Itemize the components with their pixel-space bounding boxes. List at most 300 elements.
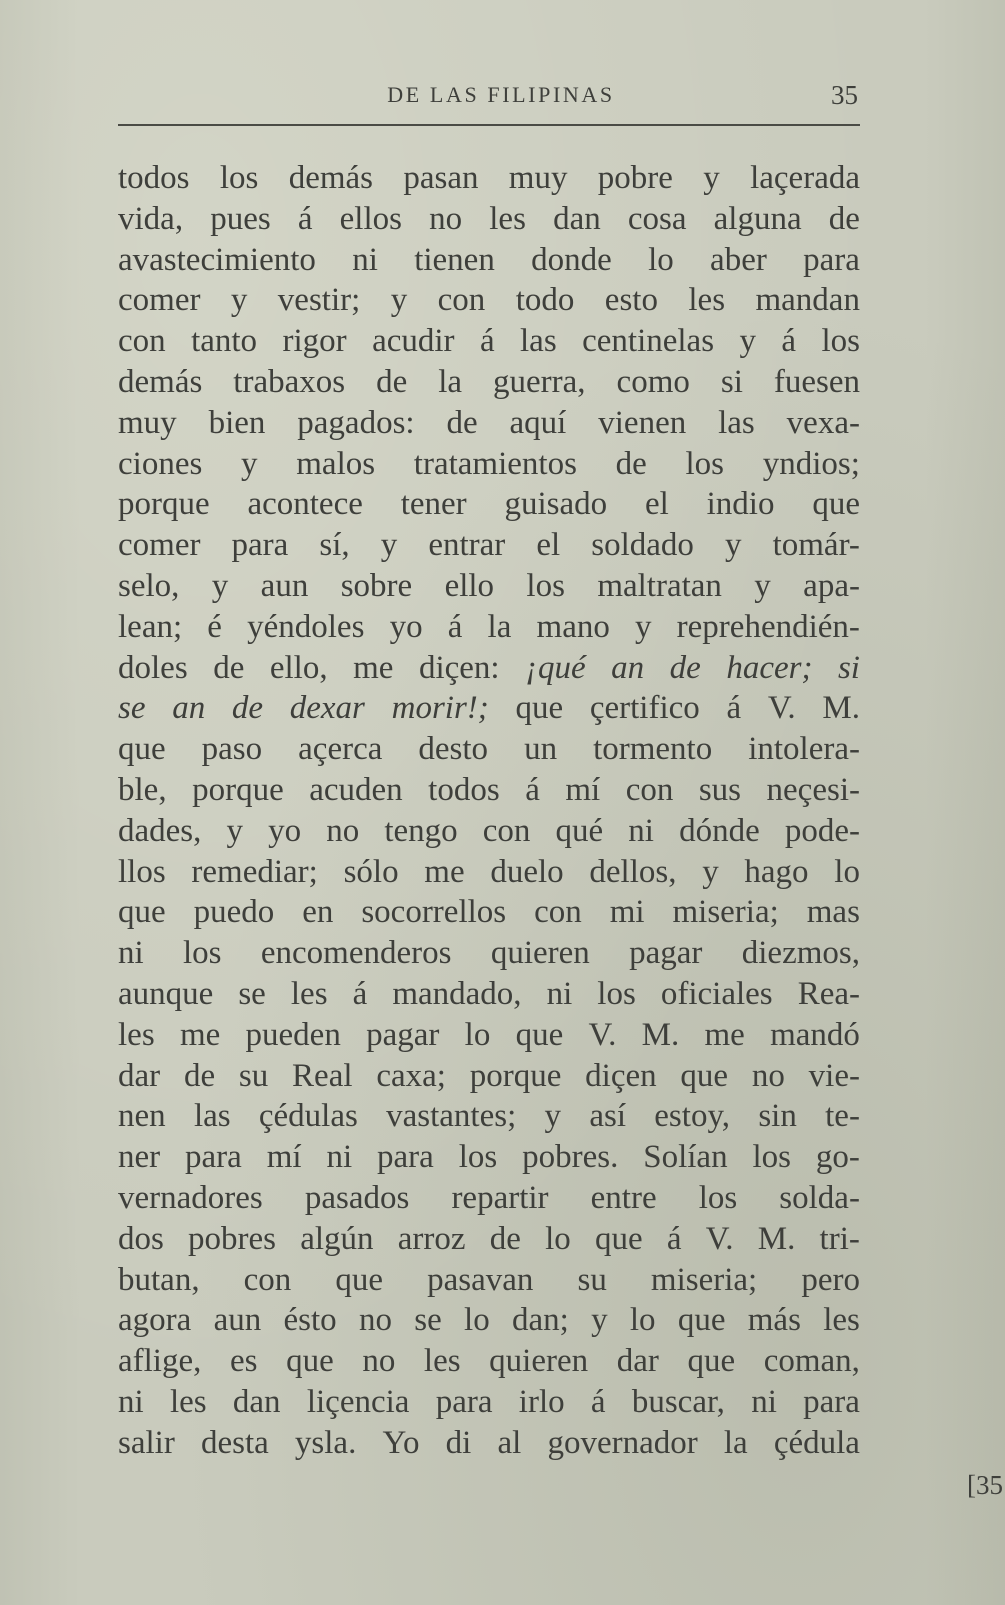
word: con	[534, 894, 582, 931]
word: hago	[744, 853, 809, 890]
word: así	[589, 1098, 626, 1135]
word: M.	[641, 1016, 680, 1053]
word: Rea-	[797, 975, 860, 1012]
word: oficiales	[660, 975, 773, 1012]
word: á	[447, 608, 463, 645]
word: de	[376, 363, 408, 400]
word: ésto	[283, 1302, 337, 1339]
word: todo	[515, 282, 575, 319]
signature-mark: [35	[967, 1470, 1003, 1500]
text-line	[118, 974, 860, 1015]
word: mano	[536, 608, 610, 645]
word: á	[297, 200, 313, 237]
word: V.	[588, 1016, 617, 1053]
word: tomár-	[772, 527, 860, 564]
word: para	[803, 241, 860, 278]
word: vie-	[808, 1057, 860, 1094]
word: porque	[469, 1057, 562, 1094]
word: coman,	[763, 1343, 860, 1380]
word: çédula	[773, 1424, 860, 1461]
word: mandan	[755, 282, 860, 319]
word: pobres.	[522, 1139, 619, 1176]
word: dan	[232, 1383, 281, 1420]
word: miseria;	[650, 1261, 758, 1298]
word: esto	[604, 282, 658, 319]
word: aflige,	[118, 1343, 202, 1380]
word: dar	[118, 1057, 161, 1094]
text-line	[118, 688, 860, 729]
text-line	[118, 1219, 860, 1260]
word: pagados:	[297, 404, 415, 441]
word: los	[597, 975, 636, 1012]
word: no	[429, 200, 463, 237]
page-number: 35	[831, 80, 858, 110]
word: aun	[260, 567, 309, 604]
word: yo	[389, 608, 423, 645]
word: y	[390, 282, 408, 319]
word: á	[352, 975, 368, 1012]
word: bien	[208, 404, 266, 441]
word: vernadores	[118, 1179, 263, 1216]
word: es	[229, 1343, 258, 1380]
word: la	[438, 363, 463, 400]
word: Solían	[643, 1139, 728, 1176]
word: desto	[418, 731, 489, 768]
text-line	[118, 1341, 860, 1382]
word: lo	[464, 1302, 490, 1339]
word: porque	[192, 771, 284, 808]
word: fuesen	[773, 363, 860, 400]
word: guerra,	[493, 363, 586, 400]
italic-word: dexar	[289, 690, 365, 727]
word: dan;	[511, 1302, 569, 1339]
word: tri-	[819, 1220, 860, 1257]
word: Real	[292, 1057, 353, 1094]
word: socorrellos	[361, 894, 507, 931]
word: se	[238, 975, 266, 1012]
word: no	[326, 812, 360, 849]
word: de	[615, 445, 647, 482]
word: que	[118, 731, 166, 768]
word: alguna	[713, 200, 802, 237]
word: les	[688, 282, 726, 319]
word: demás	[118, 363, 203, 400]
word: acontece	[247, 486, 363, 523]
word: tener	[400, 486, 467, 523]
word: ni	[751, 1383, 777, 1420]
text-line	[118, 1300, 860, 1341]
text-line	[118, 1056, 860, 1097]
word: me	[353, 649, 394, 686]
text-line	[118, 240, 860, 281]
word: y	[226, 812, 243, 849]
text-line	[118, 484, 860, 525]
word: y	[544, 1098, 562, 1135]
word: é	[207, 608, 222, 645]
word: yéndoles	[247, 608, 365, 645]
text-line	[118, 525, 860, 566]
text-line	[118, 1178, 860, 1219]
word: ble,	[118, 771, 167, 808]
text-line	[118, 729, 860, 770]
word: pode-	[784, 812, 860, 849]
word: aunque	[118, 975, 214, 1012]
word: doles	[118, 649, 188, 686]
text-line	[118, 892, 860, 933]
word: duelo	[490, 853, 564, 890]
word: lo	[545, 1220, 571, 1257]
word: un	[524, 731, 558, 768]
word: vexa-	[786, 404, 860, 441]
word: que	[812, 486, 860, 523]
word: muy	[118, 404, 177, 441]
word: los	[821, 323, 860, 360]
word: governador	[547, 1424, 698, 1461]
word: centinelas	[582, 323, 715, 360]
word: las	[520, 323, 557, 360]
book-page	[118, 74, 860, 1464]
text-line	[118, 811, 860, 852]
word: los	[698, 1179, 738, 1216]
word: diezmos,	[741, 935, 860, 972]
word: paso	[201, 731, 263, 768]
word: y	[754, 567, 771, 604]
word: pues	[210, 200, 271, 237]
word: que	[515, 1016, 564, 1053]
word: y	[241, 445, 258, 482]
word: estoy,	[654, 1098, 731, 1135]
word: me	[424, 853, 465, 890]
word: reprehendién-	[676, 608, 860, 645]
word: á	[479, 323, 495, 360]
word: tormento	[593, 731, 713, 768]
word: ello,	[269, 649, 328, 686]
word: no	[358, 1302, 392, 1339]
word: ni	[546, 975, 573, 1012]
text-line	[118, 1015, 860, 1056]
text-line	[118, 852, 860, 893]
word: ysla.	[294, 1424, 357, 1461]
word: ni	[118, 935, 144, 972]
word: la	[487, 608, 512, 645]
word: puedo	[193, 894, 275, 931]
word: miseria;	[672, 894, 779, 931]
word: arroz	[397, 1220, 466, 1257]
word: su	[238, 1057, 269, 1094]
text-line	[118, 321, 860, 362]
word: pasavan	[427, 1261, 534, 1298]
word: liçencia	[306, 1383, 410, 1420]
word: que	[677, 1302, 726, 1339]
word: de	[446, 404, 478, 441]
word: nen	[118, 1098, 166, 1135]
word: mí	[565, 771, 601, 808]
text-line	[118, 933, 860, 974]
word: muy	[508, 160, 568, 196]
word: porque	[118, 486, 210, 523]
word: ni	[628, 812, 654, 849]
word: de	[828, 200, 860, 237]
word: vienen	[598, 404, 687, 441]
word: se	[414, 1302, 442, 1339]
italic-word: si	[837, 649, 860, 686]
word: llos	[118, 853, 166, 890]
italic-word: an	[611, 649, 645, 686]
word: selo,	[118, 567, 180, 604]
word: todos	[428, 771, 500, 808]
word: les	[489, 200, 526, 237]
word: de	[183, 1057, 216, 1094]
word: les	[169, 1383, 207, 1420]
word: y	[635, 608, 652, 645]
word: el	[536, 527, 561, 564]
word: lo	[834, 853, 860, 890]
word: la	[723, 1424, 748, 1461]
word: donde	[531, 241, 612, 278]
word: me	[704, 1016, 745, 1053]
word: diçen:	[418, 649, 500, 686]
word: que	[687, 1343, 736, 1380]
word: con	[482, 812, 531, 849]
word: remediar;	[191, 853, 318, 890]
word: lo	[629, 1302, 656, 1339]
word: las	[193, 1098, 231, 1135]
word: no	[751, 1057, 785, 1094]
text-line	[118, 158, 860, 199]
italic-word: hacer;	[726, 649, 813, 686]
word: caxa;	[376, 1057, 446, 1094]
word: les	[823, 1302, 860, 1339]
word: comer	[118, 527, 201, 564]
word: que	[515, 690, 564, 727]
word: tengo	[384, 812, 458, 849]
word: que	[286, 1343, 334, 1380]
word: que	[680, 1057, 729, 1094]
word: para	[803, 1383, 860, 1420]
word: çertifico	[589, 690, 700, 727]
word: con	[118, 323, 166, 360]
word: entrar	[428, 527, 506, 564]
word: que	[118, 894, 166, 931]
word: pasados	[304, 1179, 410, 1216]
word: maltratan	[597, 567, 722, 604]
word: al	[497, 1424, 522, 1461]
word: mí	[266, 1139, 302, 1176]
word: y	[725, 527, 742, 564]
word: los	[526, 567, 565, 604]
word: apa-	[803, 567, 860, 604]
word: agora	[118, 1302, 192, 1339]
word: demás	[288, 160, 373, 196]
word: los	[685, 445, 725, 482]
word: para	[435, 1383, 493, 1420]
running-head: DE LAS FILIPINAS	[387, 82, 615, 107]
word: aber	[710, 241, 767, 278]
word: M.	[757, 1220, 796, 1257]
italic-word: de	[669, 649, 701, 686]
word: indio	[706, 486, 775, 523]
word: dónde	[679, 812, 760, 849]
word: dades,	[118, 812, 202, 849]
word: pobre	[597, 160, 673, 196]
word: pobres	[188, 1220, 277, 1257]
word: que	[335, 1261, 384, 1298]
word: á	[781, 323, 797, 360]
word: lo	[464, 1016, 491, 1053]
word: M.	[822, 690, 860, 727]
word: yo	[268, 812, 302, 849]
word: sin	[758, 1098, 797, 1135]
word: guisado	[504, 486, 608, 523]
word: sobre	[340, 567, 413, 604]
word: açerca	[298, 731, 383, 768]
word: como	[616, 363, 690, 400]
word: y	[739, 323, 756, 360]
word: algún	[300, 1220, 374, 1257]
word: y	[702, 853, 719, 890]
word: dellos,	[589, 853, 677, 890]
word: ellos	[339, 200, 402, 237]
word: ner	[118, 1139, 161, 1176]
word: te-	[825, 1098, 860, 1135]
text-line	[118, 199, 860, 240]
word: les	[423, 1343, 461, 1380]
word: de	[213, 649, 245, 686]
text-line	[118, 1423, 860, 1464]
word: yndios;	[762, 445, 860, 482]
page-header	[118, 74, 860, 118]
text-line	[118, 770, 860, 811]
word: los	[458, 1139, 498, 1176]
word: todos	[118, 160, 190, 196]
word: ciones	[118, 445, 203, 482]
word: pueden	[245, 1016, 341, 1053]
word: los	[752, 1139, 791, 1176]
word: á	[726, 690, 742, 727]
word: sí,	[319, 527, 350, 564]
word: ni	[352, 241, 378, 278]
word: quieren	[489, 1343, 589, 1380]
word: di	[445, 1424, 472, 1461]
italic-word: se	[118, 690, 146, 727]
word: para	[377, 1139, 434, 1176]
italic-word: de	[231, 690, 264, 727]
word: cosa	[627, 200, 687, 237]
word: su	[577, 1261, 607, 1298]
word: neçesi-	[766, 771, 860, 808]
word: irlo	[518, 1383, 565, 1420]
word: vastantes;	[386, 1098, 517, 1135]
text-line	[118, 607, 860, 648]
word: ni	[118, 1383, 144, 1420]
word: encomenderos	[260, 935, 452, 972]
word: rigor	[282, 323, 347, 360]
word: y	[591, 1302, 608, 1339]
text-line	[118, 566, 860, 607]
word: dar	[616, 1343, 659, 1380]
word: pasan	[403, 160, 479, 196]
word: buscar,	[631, 1383, 725, 1420]
text-line	[118, 362, 860, 403]
word: las	[718, 404, 755, 441]
text-line	[118, 1096, 860, 1137]
word: entre	[590, 1179, 657, 1216]
word: dan	[553, 200, 601, 237]
word: qué	[555, 812, 604, 849]
word: vida,	[118, 200, 184, 237]
word: sólo	[343, 853, 399, 890]
word: tratamientos	[413, 445, 577, 482]
word: trabaxos	[233, 363, 346, 400]
word: con	[625, 771, 674, 808]
word: y	[380, 527, 398, 564]
word: intolera-	[748, 731, 860, 768]
text-line	[118, 1260, 860, 1301]
word: me	[179, 1016, 221, 1053]
italic-word: morir!;	[391, 690, 489, 727]
word: les	[118, 1016, 155, 1053]
text-line	[118, 403, 860, 444]
word: en	[302, 894, 334, 931]
word: para	[231, 527, 289, 564]
word: acudir	[372, 323, 455, 360]
word: les	[290, 975, 328, 1012]
word: quieren	[490, 935, 590, 972]
text-line	[118, 444, 860, 485]
word: avastecimiento	[118, 241, 316, 278]
word: mandado,	[392, 975, 522, 1012]
italic-word: an	[172, 690, 206, 727]
word: butan,	[118, 1261, 200, 1298]
word: solda-	[779, 1179, 860, 1216]
word: de	[489, 1220, 521, 1257]
header-rule	[118, 124, 860, 126]
word: Yo	[382, 1424, 420, 1461]
word: aquí	[509, 404, 567, 441]
word: á	[590, 1383, 606, 1420]
word: vestir;	[277, 282, 361, 319]
word: aun	[213, 1302, 262, 1339]
word: salir	[118, 1424, 175, 1461]
word: lo	[648, 241, 674, 278]
word: para	[185, 1139, 242, 1176]
word: ello	[444, 567, 495, 604]
word: y	[703, 160, 720, 196]
word: más	[747, 1302, 801, 1339]
word: comer	[118, 282, 201, 319]
word: con	[243, 1261, 292, 1298]
word: los	[183, 935, 222, 972]
text-line	[118, 1137, 860, 1178]
word: á	[525, 771, 540, 808]
word: á	[666, 1220, 682, 1257]
word: soldado	[591, 527, 694, 564]
word: los	[219, 160, 259, 196]
word: que	[594, 1220, 643, 1257]
italic-word: ¡qué	[525, 649, 586, 686]
word: y	[230, 282, 248, 319]
text-line	[118, 648, 860, 689]
word: V.	[705, 1220, 734, 1257]
word: el	[644, 486, 669, 523]
word: mandó	[770, 1016, 860, 1053]
word: dos	[118, 1220, 164, 1257]
word: go-	[815, 1139, 860, 1176]
word: lean;	[118, 608, 183, 645]
word: y	[211, 567, 229, 604]
word: no	[362, 1343, 396, 1380]
word: si	[720, 363, 743, 400]
